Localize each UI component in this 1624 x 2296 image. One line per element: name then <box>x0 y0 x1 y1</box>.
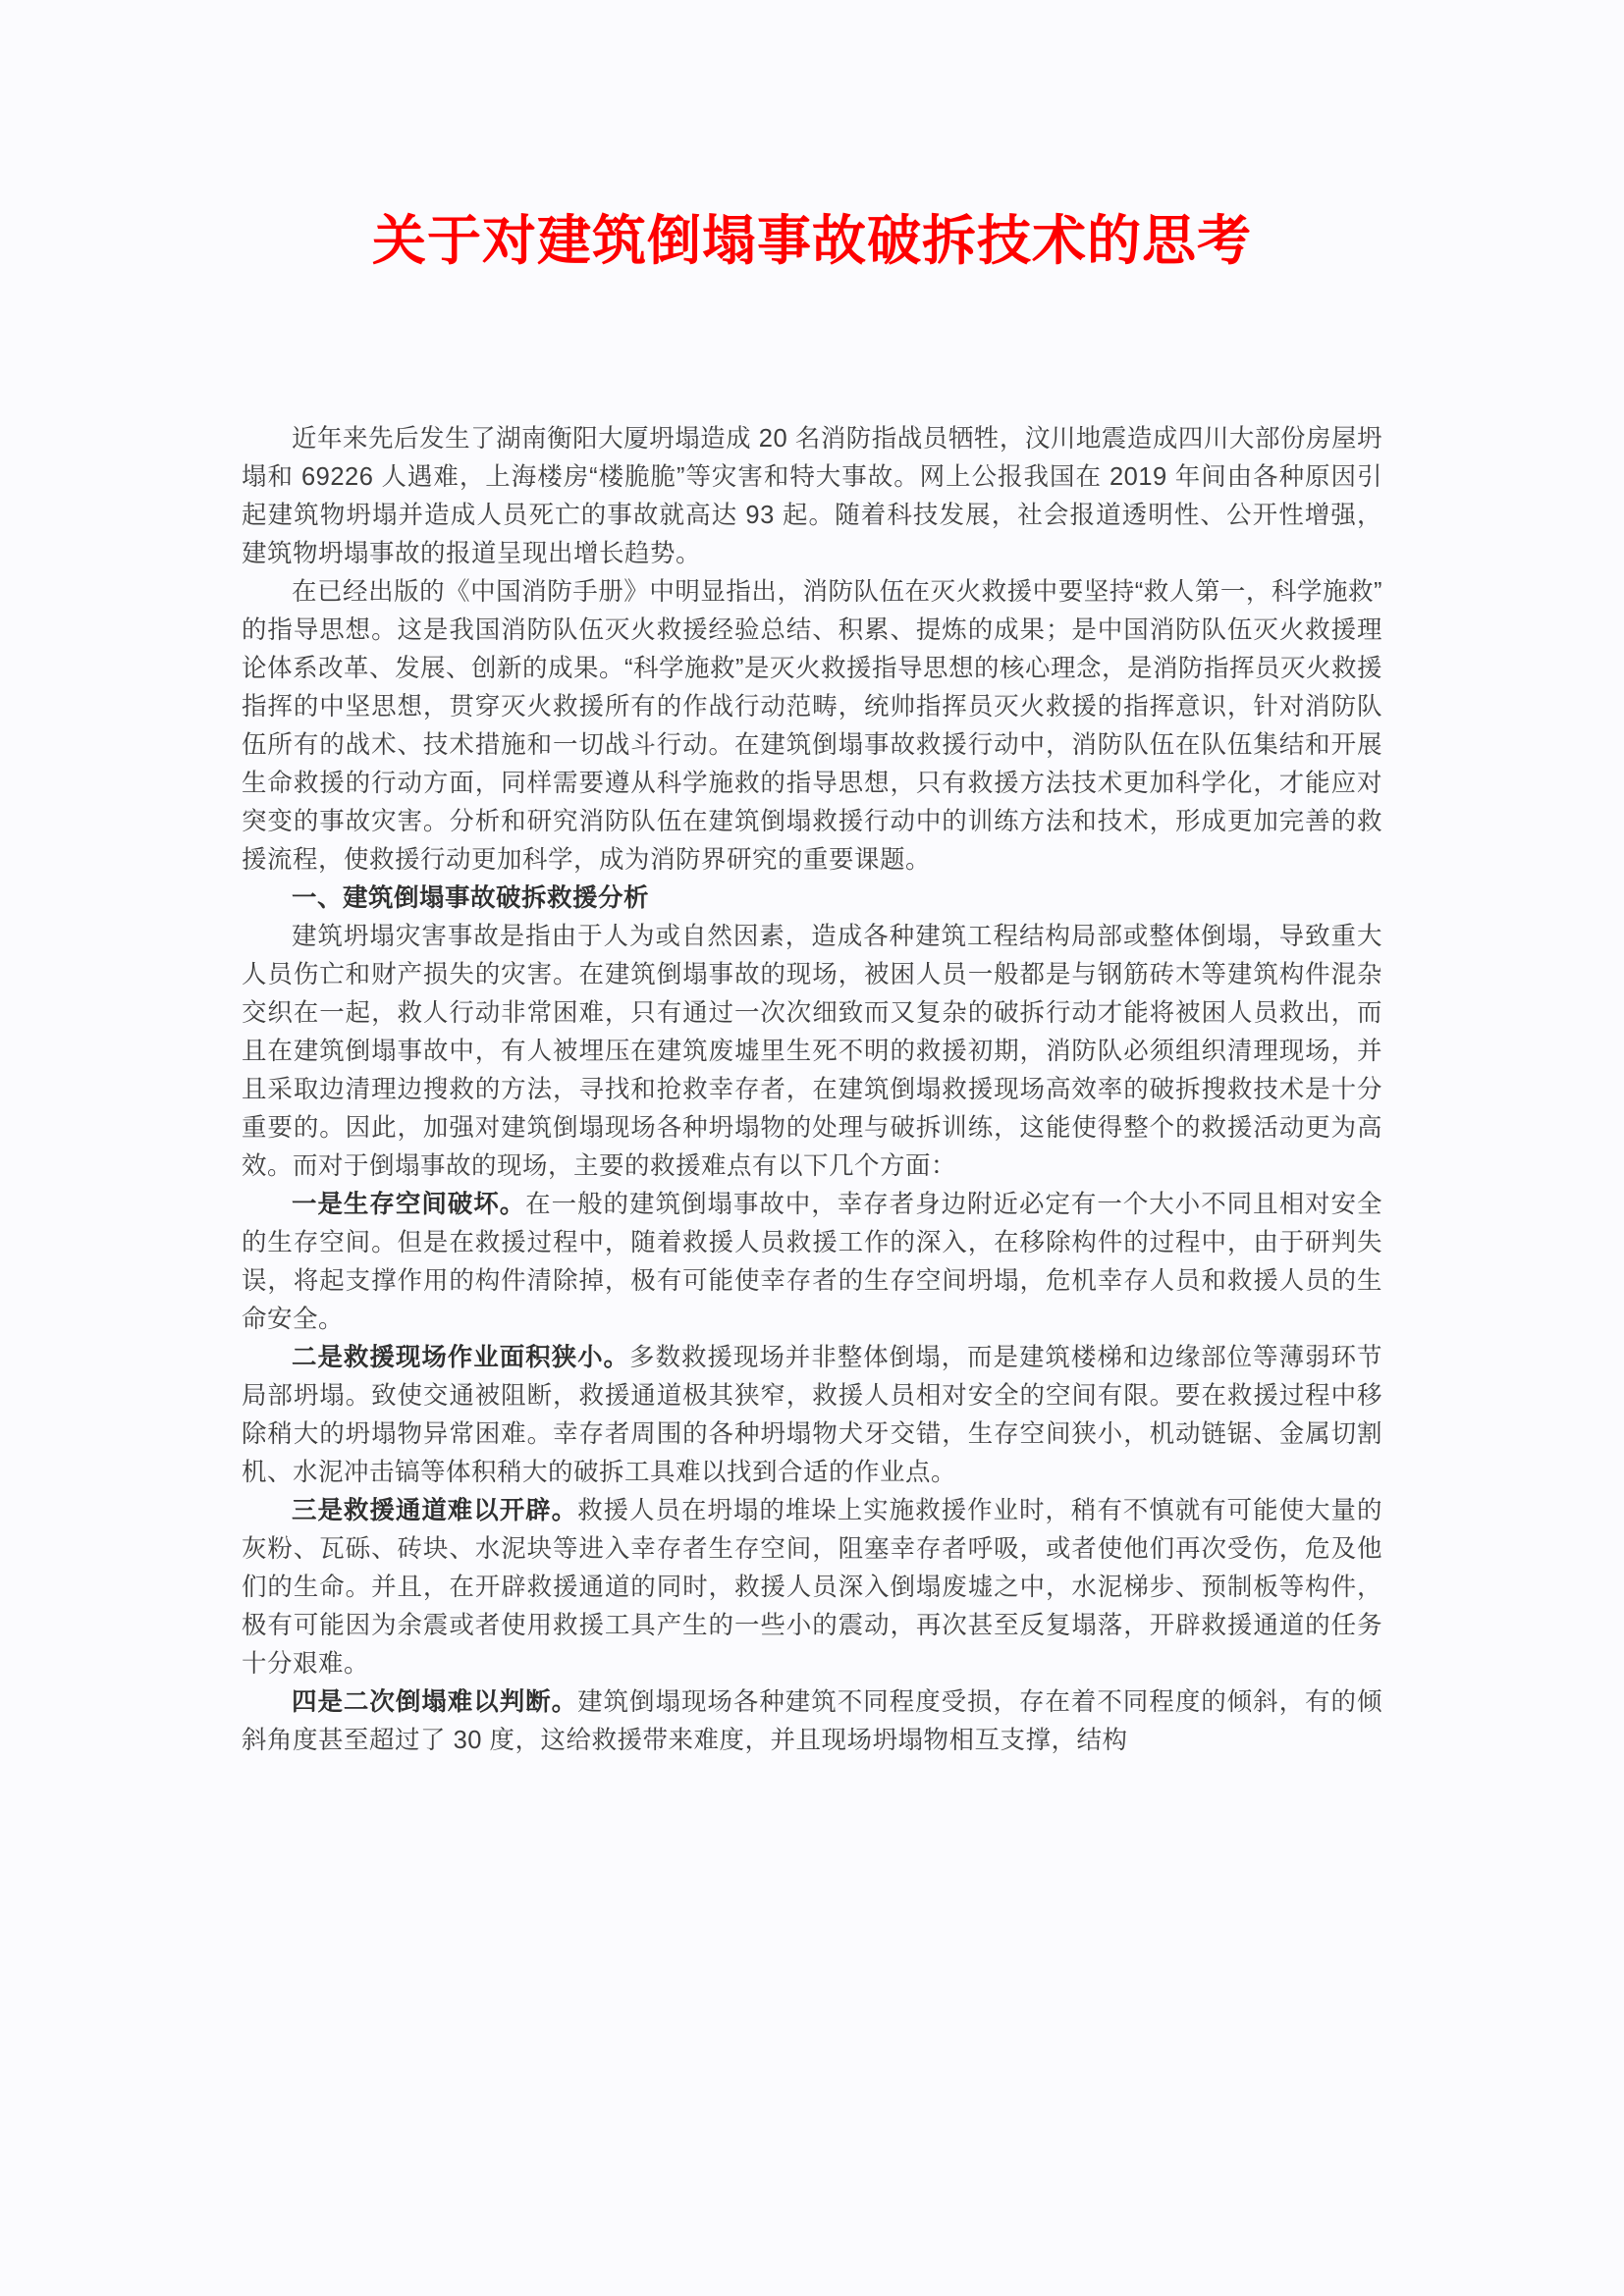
document-content <box>242 420 1382 1760</box>
paragraph-lead: 一是生存空间破坏。 <box>292 1191 526 1218</box>
paragraph: 近年来先后发生了湖南衡阳大厦坍塌造成 20 名消防指战员牺牲，汶川地震造成四川大部份房屋坍塌和 69226 人遇难，上海楼房“楼脆脆”等灾害和特大事故。网上公报我国在 2019 年间由各种原因引起建筑物坍塌并造成人员死亡的事故就高达 93 起。随着科技发展，社会报道透明性、公开性增强，建筑物坍塌事故的报道呈现出增长趋势。 <box>242 425 1382 567</box>
paragraph-lead: 三是救援通道难以开辟。 <box>292 1497 578 1524</box>
paragraph: 在已经出版的《中国消防手册》中明显指出，消防队伍在灭火救援中要坚持“救人第一，科学施救”的指导思想。这是我国消防队伍灭火救援经验总结、积累、提炼的成果；是中国消防队伍灭火救援理论体系改革、发展、创新的成果。“科学施救”是灭火救援指导思想的核心理念，是消防指挥员灭火救援指挥的中坚思想，贯穿灭火救援所有的作战行动范畴，统帅指挥员灭火救援的指挥意识，针对消防队伍所有的战术、技术措施和一切战斗行动。在建筑倒塌事故救援行动中，消防队伍在队伍集结和开展生命救援的行动方面，同样需要遵从科学施救的指导思想，只有救援方法技术更加科学化，才能应对突变的事故灾害。分析和研究消防队伍在建筑倒塌救援行动中的训练方法和技术，形成更加完善的救援流程，使救援行动更加科学，成为消防界研究的重要课题。 <box>242 578 1382 874</box>
paragraph: 建筑坍塌灾害事故是指由于人为或自然因素，造成各种建筑工程结构局部或整体倒塌，导致重大人员伤亡和财产损失的灾害。在建筑倒塌事故的现场，被困人员一般都是与钢筋砖木等建筑构件混杂交织在一起，救人行动非常困难，只有通过一次次细致而又复杂的破拆行动才能将被困人员救出，而且在建筑倒塌事故中，有人被埋压在建筑废墟里生死不明的救援初期，消防队必须组织清理现场，并且采取边清理边搜救的方法，寻找和抢救幸存者，在建筑倒塌救援现场高效率的破拆搜救技术是十分重要的。因此，加强对建筑倒塌现场各种坍塌物的处理与破拆训练，这能使得整个的救援活动更为高效。而对于倒塌事故的现场，主要的救援难点有以下几个方面： <box>242 923 1382 1180</box>
paragraph: 一是生存空间破坏。在一般的建筑倒塌事故中，幸存者身边附近必定有一个大小不同且相对安全的生存空间。但是在救援过程中，随着救援人员救援工作的深入，在移除构件的过程中，由于研判失误，将起支撑作用的构件清除掉，极有可能使幸存者的生存空间坍塌，危机幸存人员和救援人员的生命安全。 <box>242 1191 1382 1333</box>
paragraph-lead: 四是二次倒塌难以判断。 <box>292 1688 578 1716</box>
section-heading: 一、建筑倒塌事故破拆救援分析 <box>292 884 650 912</box>
paragraph: 二是救援现场作业面积狭小。多数救援现场并非整体倒塌，而是建筑楼梯和边缘部位等薄弱环节局部坍塌。致使交通被阻断，救援通道极其狭窄，救援人员相对安全的空间有限。要在救援过程中移除稍大的坍塌物异常困难。幸存者周围的各种坍塌物犬牙交错，生存空间狭小，机动链锯、金属切割机、水泥冲击镐等体积稍大的破拆工具难以找到合适的作业点。 <box>242 1344 1382 1486</box>
page-title: 关于对建筑倒塌事故破拆技术的思考 <box>371 210 1252 271</box>
paragraph: 三是救援通道难以开辟。救援人员在坍塌的堆垛上实施救援作业时，稍有不慎就有可能使大量的灰粉、瓦砾、砖块、水泥块等进入幸存者生存空间，阻塞幸存者呼吸，或者使他们再次受伤，危及他们的生命。并且，在开辟救援通道的同时，救援人员深入倒塌废墟之中，水泥梯步、预制板等构件，极有可能因为余震或者使用救援工具产生的一些小的震动，再次甚至反复塌落，开辟救援通道的任务十分艰难。 <box>242 1497 1382 1678</box>
paragraph: 四是二次倒塌难以判断。建筑倒塌现场各种建筑不同程度受损，存在着不同程度的倾斜，有的倾斜角度甚至超过了 30 度，这给救援带来难度，并且现场坍塌物相互支撑，结构 <box>242 1688 1382 1754</box>
paragraph-lead: 二是救援现场作业面积狭小。 <box>292 1344 630 1371</box>
